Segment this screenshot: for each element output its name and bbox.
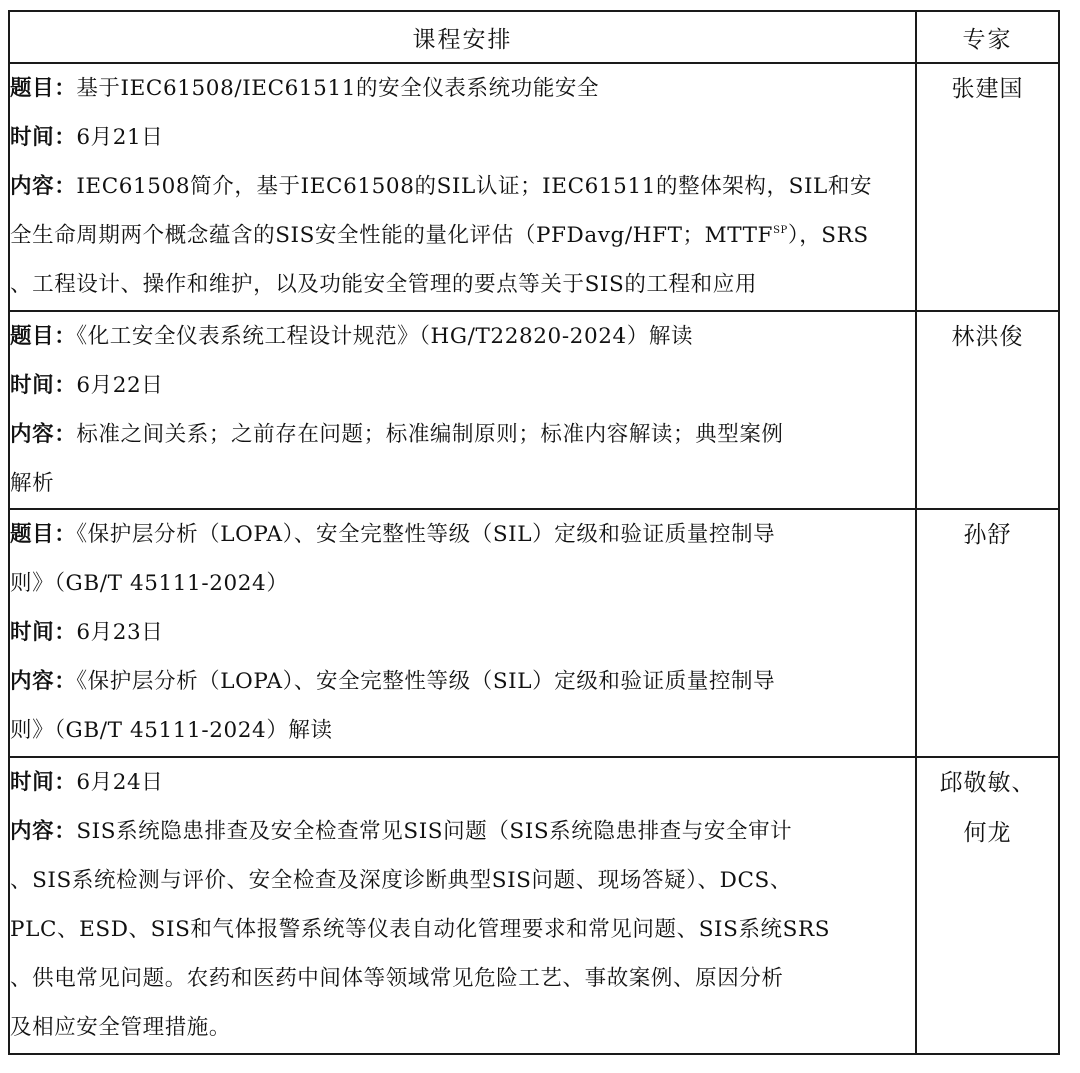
course-cell [9, 509, 916, 757]
content-label: 内容： [10, 422, 77, 447]
content-line [10, 905, 915, 954]
topic-label: 题目： [10, 324, 77, 349]
expert-cell [916, 63, 1059, 311]
content-text: 及相应安全管理措施。 [10, 1015, 232, 1040]
header-row [9, 11, 1059, 63]
content-text: SIS系统隐患排查及安全检查常见SIS问题（SIS系统隐患排查与安全审计 [76, 819, 793, 844]
content-text: 全生命周期两个概念蕴含的SIS安全性能的量化评估（PFDavg/HFT；MTTF [10, 223, 774, 248]
content-text: 、工程设计、操作和维护，以及功能安全管理的要点等关于SIS的工程和应用 [10, 272, 757, 297]
expert-name: 邱敬敏、 [939, 770, 1036, 796]
content-line [10, 807, 915, 856]
topic-line [10, 559, 915, 608]
content-text: ），SRS [787, 223, 869, 248]
content-line [10, 954, 915, 1003]
time-label: 时间： [10, 620, 77, 645]
expert-cell [916, 509, 1059, 757]
content-line [10, 657, 915, 706]
time-line [10, 758, 915, 807]
content-line [10, 211, 915, 260]
expert-name: 何龙 [963, 820, 1012, 846]
time-label: 时间： [10, 770, 77, 795]
topic-label: 题目： [10, 522, 77, 547]
topic-text: 基于IEC61508/IEC61511的安全仪表系统功能安全 [76, 76, 600, 101]
topic-line [10, 64, 915, 113]
time-line [10, 608, 915, 657]
content-label: 内容： [10, 819, 77, 844]
content-label: 内容： [10, 669, 77, 694]
content-line [10, 162, 915, 211]
topic-label: 题目： [10, 76, 77, 101]
content-line [10, 856, 915, 905]
time-label: 时间： [10, 373, 77, 398]
expert-cell [916, 757, 1059, 1054]
course-header: 课程安排 [9, 11, 916, 63]
expert-name: 林洪俊 [951, 324, 1024, 350]
content-text: 解析 [10, 471, 55, 496]
content-text: IEC61508简介，基于IEC61508的SIL认证；IEC61511的整体架构，SIL和安 [76, 174, 873, 199]
content-label: 内容： [10, 174, 77, 199]
course-cell [9, 757, 916, 1054]
expert-name: 张建国 [951, 76, 1024, 102]
expert-name: 孙舒 [963, 522, 1012, 548]
table-row [9, 63, 1059, 311]
time-label: 时间： [10, 125, 77, 150]
time-text: 6月24日 [76, 770, 164, 795]
course-schedule-table [8, 10, 1060, 1055]
table-row [9, 311, 1059, 509]
topic-text: 《化工安全仪表系统工程设计规范》（HG/T22820-2024）解读 [76, 324, 694, 349]
content-line [10, 410, 915, 459]
content-line [10, 459, 915, 508]
topic-text: 则》（GB/T 45111-2024） [10, 571, 289, 596]
content-text: 则》（GB/T 45111-2024）解读 [10, 718, 333, 743]
content-line [10, 260, 915, 309]
time-line [10, 361, 915, 410]
expert-header: 专家 [916, 11, 1059, 63]
content-text: 标准之间关系；之前存在问题；标准编制原则；标准内容解读；典型案例 [76, 422, 784, 447]
content-text: PLC、ESD、SIS和气体报警系统等仪表自动化管理要求和常见问题、SIS系统SRS [10, 917, 831, 942]
time-text: 6月22日 [76, 373, 164, 398]
topic-line [10, 312, 915, 361]
content-superscript: SP [773, 225, 788, 236]
table-row [9, 509, 1059, 757]
content-text: 《保护层分析（LOPA）、安全完整性等级（SIL）定级和验证质量控制导 [76, 669, 776, 694]
course-cell [9, 63, 916, 311]
time-text: 6月23日 [76, 620, 164, 645]
content-text: 、SIS系统检测与评价、安全检查及深度诊断典型SIS问题、现场答疑）、DCS、 [10, 868, 792, 893]
table-row [9, 757, 1059, 1054]
topic-text: 《保护层分析（LOPA）、安全完整性等级（SIL）定级和验证质量控制导 [76, 522, 776, 547]
topic-line [10, 510, 915, 559]
content-text: 、供电常见问题。农药和医药中间体等领域常见危险工艺、事故案例、原因分析 [10, 966, 784, 991]
content-line [10, 706, 915, 755]
course-cell [9, 311, 916, 509]
expert-cell [916, 311, 1059, 509]
time-line [10, 113, 915, 162]
time-text: 6月21日 [76, 125, 164, 150]
content-line [10, 1003, 915, 1052]
